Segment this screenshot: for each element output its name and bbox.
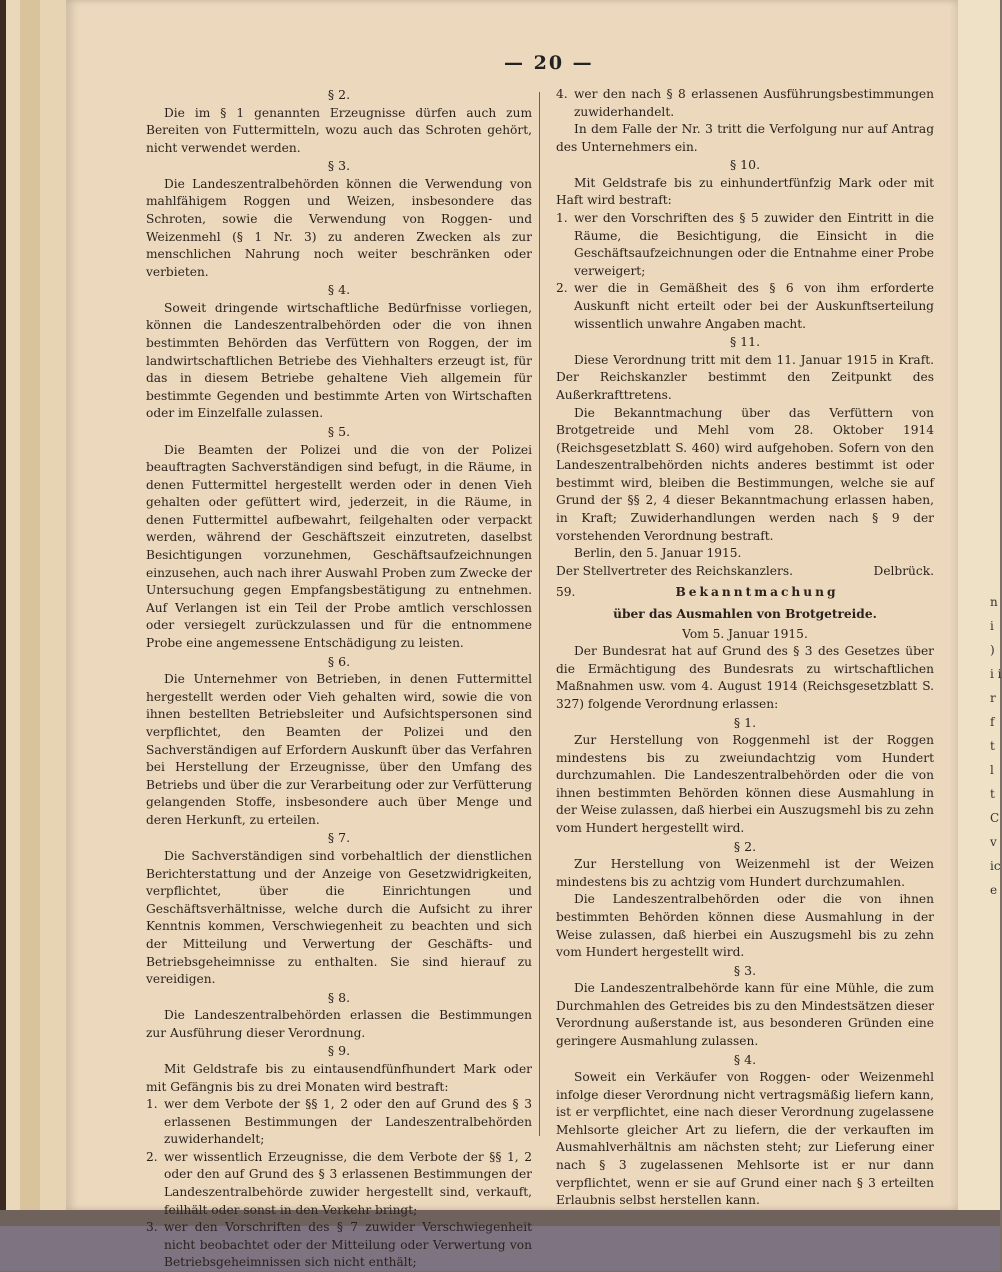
numbered-item: [556, 86, 934, 121]
item-text: wer den nach § 8 erlassenen Ausführungsbestimmungen zuwiderhandelt.: [574, 87, 934, 119]
section-heading: § 3.: [733, 962, 757, 978]
paragraph: Die Bekanntmachung über das Verfüttern von Brotgetreide und Mehl vom 28. Oktober 1914 (Reichsgesetzblatt S. 460) wird aufgehoben. Sofern von den Landeszentralbehörden nichts anderes bestimmt ist oder bestimmt wird, bleiben die Bestimmungen, welche sie auf Grund der §§ 2, 4 dieser Bekanntmachung erlassen haben, in Kraft; Zuwiderhandlungen werden nach § 9 der vorstehenden Verordnung bestraft.: [556, 405, 934, 543]
paragraph: In dem Falle der Nr. 3 tritt die Verfolgung nur auf Antrag des Unternehmers ein.: [556, 122, 934, 154]
paragraph: Soweit ein Verkäufer von Roggen- oder Weizenmehl infolge dieser Verordnung nicht vertragsmäßig liefern kann, ist er verpflichtet, eine nach dieser Verordnung zugelassene Mehlsorte gleicher Art zu liefern, die der verkauften im Ausmahlverhältnis am nächsten steht; zur Lieferung einer nach § 3 zugelassenen Mehlsorte ist er nur dann verpflichtet, wenn er sie auf Grund einer nach § 3 erteilten Erlaubnis selbst herstellen kann.: [556, 1070, 934, 1208]
paragraph: Die Landeszentralbehörden erlassen die Bestimmungen zur Ausführung dieser Verordnung.: [146, 1008, 532, 1040]
paragraph: Die Landeszentralbehörde kann für eine Mühle, die zum Durchmahlen des Getreides bis zu den Mindestsätzen dieser Verordnung außerstande ist, aus besonderen Gründen eine geringere Ausmahlung zulassen.: [556, 981, 934, 1048]
page-number: — 20 —: [504, 52, 594, 74]
numbered-item: [556, 280, 934, 333]
item-number: 1.: [146, 1097, 158, 1112]
numbered-item: [146, 1149, 532, 1219]
section-heading: § 10.: [729, 157, 761, 173]
left-column: [146, 86, 532, 1272]
signatory-title: Der Stellvertreter des Reichskanzlers.: [556, 563, 793, 578]
paragraph: Die Unternehmer von Betrieben, in denen Futtermittel hergestellt werden oder Vieh gehalten wird, sowie die von ihnen bestellten Betriebsleiter und Aufsichtspersonen sind verpflichtet, den Beamten der Polizei und den Sachverständigen auf Erfordern Auskunft über das Verfahren bei Herstellung der Erzeugnisse, über den Umfang des Betriebs und über die zur Verarbeitung oder zur Verfütterung gelangenden Stoffe, insbesondere auch über Menge und deren Herkunft, zu erteilen.: [146, 672, 532, 827]
paragraph: Mit Geldstrafe bis zu einhundertfünfzig Mark oder mit Haft wird bestraft:: [556, 175, 934, 208]
section-heading: § 2.: [733, 838, 757, 854]
section-heading: § 8.: [327, 989, 351, 1005]
item-number: 1.: [556, 211, 568, 226]
section-heading: § 1.: [733, 714, 757, 730]
announcement-number: 59.: [556, 585, 576, 600]
item-text: wer die in Gemäßheit des § 6 von ihm erforderte Auskunft nicht erteilt oder bei der Auskunftserteilung wissentlich unwahre Angaben macht.: [574, 281, 934, 331]
paragraph: Die Beamten der Polizei und die von der Polizei beauftragten Sachverständigen sind befugt, in die Räume, in denen Futtermittel hergestellt werden oder in denen Vieh gehalten oder gefüttert wird, jederzeit, in die Räume, in denen Futtermittel aufbewahrt, feilgehalten oder verpackt werden, während der Geschäftszeit einzutreten, daselbst Besichtigungen vorzunehmen, Geschäftsaufzeichnungen einzusehen, auch nach ihrer Auswahl Proben zum Zwecke der Untersuchung gegen Empfangsbestätigung zu entnehmen. Auf Verlangen ist ein Teil der Probe amtlich verschlossen oder versiegelt zurückzulassen und für die entnommene Probe eine angemessene Entschädigung zu leisten.: [146, 442, 532, 651]
item-text: wer den Vorschriften des § 5 zuwider den Eintritt in die Räume, die Besichtigung, die Einsicht in die Geschäftsaufzeichnungen oder die Entnahme einer Probe verweigert;: [574, 211, 934, 278]
adjacent-page-text: n i ) i i r f t l t C v ic e: [990, 595, 1002, 897]
item-text: wer wissentlich Erzeugnisse, die dem Verbote der §§ 1, 2 oder den auf Grund des § 3 erlassenen Bestimmungen der Landeszentralbehörde zuwider hergestellt sind, verkauft, feilhält oder sonst in den Verkehr bringt;: [164, 1149, 532, 1217]
item-number: 2.: [146, 1149, 158, 1164]
announcement-heading: [556, 584, 934, 602]
announcement-title: Bekanntmachung: [675, 585, 839, 600]
book-edge-left: [0, 0, 66, 1210]
numbered-item: [556, 210, 934, 280]
item-text: wer den Vorschriften des § 7 zuwider Verschwiegenheit nicht beobachtet oder der Mitteilung oder Verwertung von Betriebsgeheimnissen sich nicht enthält;: [164, 1220, 532, 1270]
column-divider: [539, 92, 540, 1136]
section-heading: § 4.: [733, 1051, 757, 1067]
numbered-item: [146, 1096, 532, 1149]
right-column: [556, 86, 934, 1210]
signature-line: [556, 563, 934, 581]
paragraph: Mit Geldstrafe bis zu eintausendfünfhundert Mark oder mit Gefängnis bis zu drei Monaten wird bestraft:: [146, 1061, 532, 1094]
section-heading: § 6.: [327, 653, 351, 669]
paragraph: Der Bundesrat hat auf Grund des § 3 des Gesetzes über die Ermächtigung des Bundesrats zu wirtschaftlichen Maßnahmen usw. vom 4. August 1914 (Reichsgesetzblatt S. 327) folgende Verordnung erlassen:: [556, 644, 934, 711]
section-heading: § 3.: [327, 158, 351, 174]
section-heading: § 2.: [327, 87, 351, 102]
paragraph: Die Landeszentralbehörden können die Verwendung von mahlfähigem Roggen und Weizen, insbesondere das Schroten, sowie die Verwendung von Roggen- und Weizenmehl (§ 1 Nr. 3) zu anderen Zwecken als zur menschlichen Nahrung noch weiter beschränken oder verbieten.: [146, 176, 532, 279]
paragraph: Diese Verordnung tritt mit dem 11. Januar 1915 in Kraft. Der Reichskanzler bestimmt den Zeitpunkt des Außerkrafttretens.: [556, 352, 934, 402]
item-number: 4.: [556, 87, 568, 101]
announcement-date: Vom 5. Januar 1915.: [682, 626, 808, 641]
section-heading: § 5.: [327, 424, 351, 439]
section-heading: § 11.: [729, 334, 761, 350]
item-number: 2.: [556, 281, 568, 296]
paragraph: Die Landeszentralbehörden oder die von ihnen bestimmten Behörden können diese Ausmahlung in der Weise zulassen, daß hierbei ein Auszugsmehl bis zu zehn vom Hundert hergestellt wird.: [556, 892, 934, 960]
section-heading: § 9.: [327, 1043, 351, 1059]
signatory-name: Delbrück.: [873, 563, 934, 578]
paragraph: Die Sachverständigen sind vorbehaltlich der dienstlichen Berichterstattung und der Anzeige von Gesetzwidrigkeiten, verpflichtet, über die Einrichtungen und Geschäftsverhältnisse, welche durch die Aufsicht zu ihrer Kenntnis kommen, Verschwiegenheit zu beachten und sich der Mitteilung und Verwertung der Geschäfts- und Betriebsgeheimnisse zu enthalten. Sie sind hierauf zu vereidigen.: [146, 848, 532, 987]
paragraph: Zur Herstellung von Roggenmehl ist der Roggen mindestens bis zu zweiundachtzig vom Hundert durchzumahlen. Die Landeszentralbehörden oder die von ihnen bestimmten Behörden können diese Ausmahlung in der Weise zulassen, daß hierbei ein Auszugsmehl bis zu zehn vom Hundert hergestellt wird.: [556, 733, 934, 836]
paragraph: Berlin, den 5. Januar 1915.: [574, 546, 742, 561]
paragraph: Soweit dringende wirtschaftliche Bedürfnisse vorliegen, können die Landeszentralbehörden oder die von ihnen bestimmten Behörden das Verfüttern von Roggen, der im landwirtschaftlichen Betriebe des Viehhalters erzeugt ist, für das in diesem Betriebe gehaltene Vieh allgemein für bestimmte Gegenden und bestimmte Arten von Wirtschaften oder im Einzelfalle zulassen.: [146, 300, 532, 421]
paragraph: Die im § 1 genannten Erzeugnisse dürfen auch zum Bereiten von Futtermitteln, wozu auch das Schroten gehört, nicht verwendet werden.: [146, 105, 532, 155]
section-heading: § 7.: [327, 830, 351, 846]
numbered-item: [146, 1219, 532, 1272]
item-text: wer dem Verbote der §§ 1, 2 oder den auf Grund des § 3 erlassenen Bestimmungen der Landeszentralbehörden zuwiderhandelt;: [164, 1097, 532, 1147]
item-number: 3.: [146, 1220, 158, 1235]
announcement-subtitle: über das Ausmahlen von Brotgetreide.: [613, 607, 877, 622]
paragraph: Zur Herstellung von Weizenmehl ist der Weizen mindestens bis zu achtzig vom Hundert durchzumahlen.: [556, 857, 934, 889]
section-heading: § 4.: [327, 282, 351, 298]
